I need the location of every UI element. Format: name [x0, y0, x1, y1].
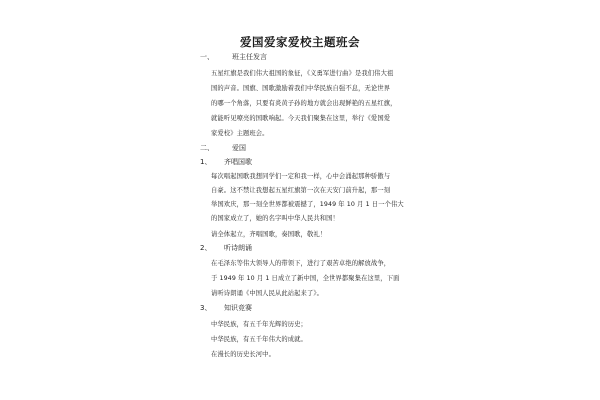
- subsection-number: 1、: [200, 158, 212, 166]
- paragraph-line: 就能听见嘹亮的国歌响起。今天我们聚集在这里，举行《爱国爱: [211, 115, 391, 122]
- paragraph-line: 中华民族，有五千年伟大的成就。: [211, 336, 307, 343]
- section-number: 二、: [200, 144, 214, 152]
- paragraph-line: 请全体起立，齐唱国歌，奏国歌，敬礼！: [211, 231, 327, 238]
- subsection-number: 3、: [200, 304, 212, 312]
- subsection-heading: [200, 158, 252, 167]
- subsection-title: 齐唱国歌: [224, 158, 252, 166]
- paragraph-line: 中华民族，有五千年光辉的历史；: [211, 321, 307, 328]
- paragraph-line: 家爱校》主题班会。: [211, 130, 269, 137]
- paragraph-line: 的哪一个角落，只要有炎黄子孙的地方就会出现鲜艳的五星红旗，: [211, 100, 397, 107]
- subsection-title: 知识竞赛: [224, 304, 252, 312]
- section-heading: [200, 144, 246, 153]
- paragraph-line: 在毛泽东等伟大领导人的带领下，进行了艰苦卓绝的解放战争，: [211, 260, 391, 267]
- paragraph-line: 每次唱起国歌我想同学们一定和我一样，心中会涌起那种骄傲与: [211, 173, 391, 180]
- paragraph-line: 请听诗朗诵《中国人民从此站起来了》。: [211, 290, 323, 297]
- section-heading: [200, 53, 267, 62]
- subsection-heading: [200, 244, 252, 253]
- document-title: 爱国爱家爱校主题班会: [240, 35, 360, 49]
- paragraph-line: 的国家成立了，她的名字叫中华人民共和国！: [211, 215, 339, 222]
- paragraph-line: 五星红旗是我们伟大祖国的象征，《义勇军进行曲》是我们伟大祖: [211, 70, 394, 77]
- section-number: 一、: [200, 53, 214, 61]
- section-title: 爱国: [232, 144, 246, 152]
- subsection-title: 听诗朗诵: [224, 244, 252, 252]
- subsection-number: 2、: [200, 244, 212, 252]
- subsection-heading: [200, 304, 252, 313]
- paragraph-line: 举国欢庆，那一刻全世界都被震撼了，1949 年 10 月 1 日一个伟大: [211, 201, 404, 208]
- paragraph-line: 在漫长的历史长河中。: [211, 351, 275, 358]
- paragraph-line: 自豪。这不禁让我想起五星红旗第一次在天安门前升起，那一刻: [211, 187, 391, 194]
- paragraph-line: 于 1949 年 10 月 1 日成立了新中国，全世界都聚集在这里，下面: [211, 275, 400, 282]
- section-title: 班主任发言: [232, 53, 267, 61]
- paragraph-line: 国的声音。国旗、国歌激励着我们中华民族自强不息，无论世界: [211, 85, 391, 92]
